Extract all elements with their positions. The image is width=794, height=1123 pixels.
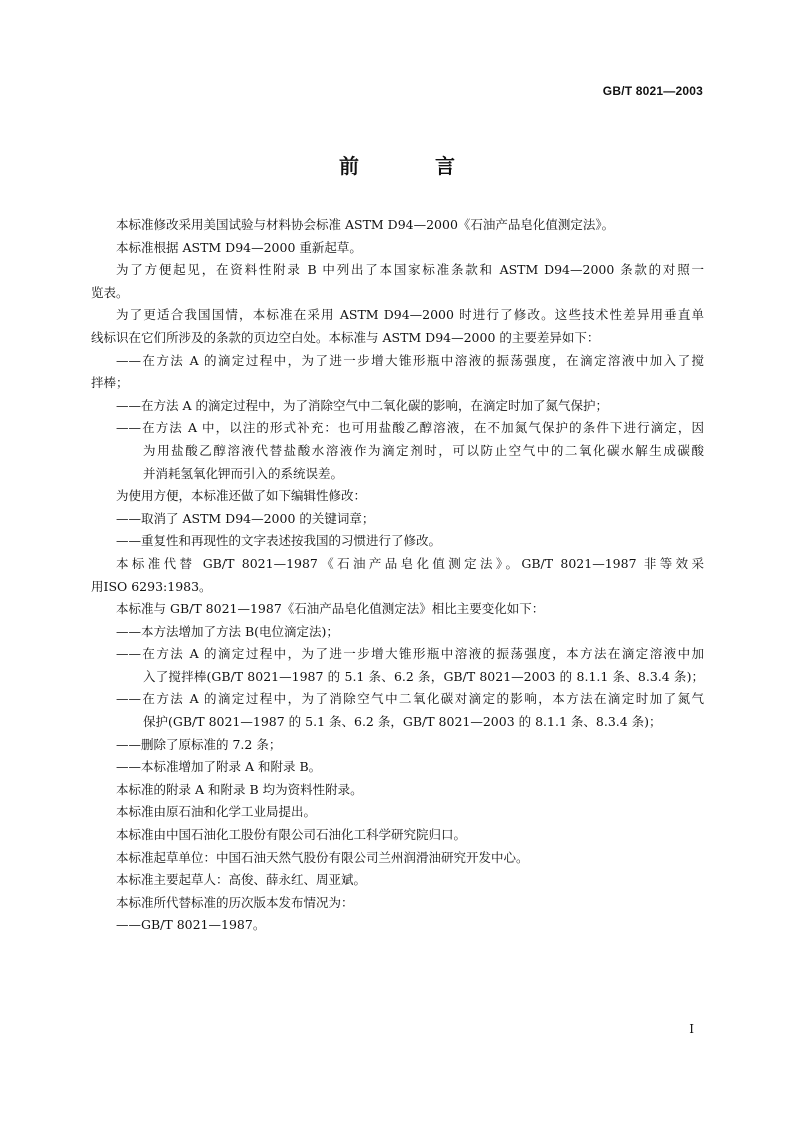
page-title: 前 言 <box>339 154 483 178</box>
text-line: ——重复性和再现性的文字表述按我国的习惯进行了修改。 <box>116 533 442 549</box>
text-line: ——在方法 A 的滴定过程中，为了进一步增大锥形瓶中溶液的振荡强度，在滴定溶液中加入了搅 <box>116 352 704 368</box>
text-line: ——在方法 A 的滴定过程中，为了消除空气中二氧化碳的影响，在滴定时加了氮气保护； <box>116 397 608 413</box>
text-line: 览表。 <box>91 284 129 300</box>
text-line: ——取消了 ASTM D94—2000 的关键词章； <box>116 510 375 526</box>
text-line: 本标准代替 GB/T 8021—1987《石油产品皂化值测定法》。GB/T 8021—1987 非等效采 <box>116 555 704 571</box>
text-line: 本标准所代替标准的历次版本发布情况为： <box>116 894 354 910</box>
text-line: 本标准的附录 A 和附录 B 均为资料性附录。 <box>116 781 363 797</box>
text-line: ——本标准增加了附录 A 和附录 B。 <box>116 759 322 775</box>
text-line: 本标准根据 ASTM D94—2000 重新起草。 <box>116 239 362 255</box>
text-line: ——删除了原标准的 7.2 条； <box>116 736 282 752</box>
text-line: ——在方法 A 的滴定过程中，为了消除空气中二氧化碳对滴定的影响，本方法在滴定时加了氮气 <box>116 691 704 707</box>
text-line: 为了方便起见，在资料性附录 B 中列出了本国家标准条款和 ASTM D94—2000 条款的对照一 <box>116 262 704 278</box>
text-line: ——在方法 A 中，以注的形式补充：也可用盐酸乙醇溶液，在不加氮气保护的条件下进行滴定，因 <box>116 420 704 436</box>
text-line: 用ISO 6293:1983。 <box>91 578 212 594</box>
text-line: 并消耗氢氧化钾而引入的系统误差。 <box>143 465 344 481</box>
text-line: ——GB/T 8021—1987。 <box>116 917 266 933</box>
text-line: ——本方法增加了方法 B(电位滴定法)； <box>116 623 339 639</box>
text-line: 本标准主要起草人：高俊、薛永红、周亚斌。 <box>116 872 367 888</box>
standard-code: GB/T 8021—2003 <box>602 84 703 98</box>
text-line: 本标准修改采用美国试验与材料协会标准 ASTM D94—2000《石油产品皂化值测定法》。 <box>116 217 615 232</box>
text-line: 线标识在它们所涉及的条款的页边空白处。本标准与 ASTM D94—2000 的主要差异如下： <box>91 329 600 345</box>
text-line: 拌棒； <box>91 375 129 391</box>
text-line: 保护(GB/T 8021—1987 的 5.1 条、6.2 条，GB/T 8021—2003 的 8.1.1 条、8.3.4 条)； <box>143 714 662 730</box>
text-line: 本标准起草单位：中国石油天然气股份有限公司兰州润滑油研究开发中心。 <box>116 849 529 865</box>
text-line: 为用盐酸乙醇溶液代替盐酸水溶液作为滴定剂时，可以防止空气中的二氧化碳水解生成碳酸 <box>143 442 704 458</box>
text-line: 本标准由中国石油化工股份有限公司石油化工科学研究院归口。 <box>116 827 467 843</box>
page-number: I <box>689 1022 694 1036</box>
text-line: 本标准与 GB/T 8021—1987《石油产品皂化值测定法》相比主要变化如下： <box>116 601 545 617</box>
text-line: ——在方法 A 的滴定过程中，为了进一步增大锥形瓶中溶液的振荡强度，本方法在滴定溶液中加 <box>116 646 704 662</box>
text-line: 为使用方便，本标准还做了如下编辑性修改： <box>116 488 367 504</box>
text-line: 为了更适合我国国情，本标准在采用 ASTM D94—2000 时进行了修改。这些技术性差异用垂直单 <box>116 307 704 323</box>
text-line: 本标准由原石油和化学工业局提出。 <box>116 804 317 820</box>
text-line: 入了搅拌棒(GB/T 8021—1987 的 5.1 条、6.2 条，GB/T 8021—2003 的 8.1.1 条、8.3.4 条)； <box>143 668 704 684</box>
preface-body <box>91 214 704 937</box>
